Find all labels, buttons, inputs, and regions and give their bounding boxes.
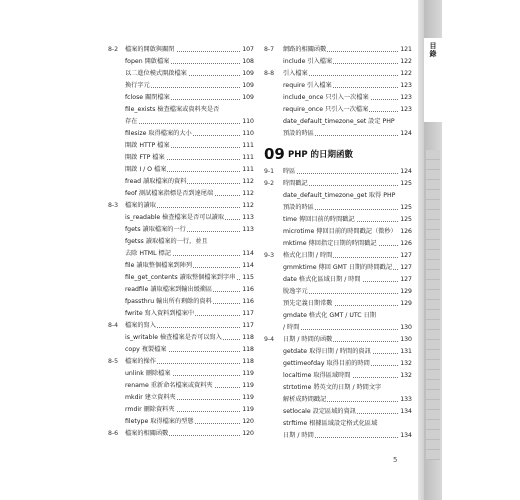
entry-title: 時間戳記	[283, 178, 309, 190]
entry-page-number: 110	[241, 128, 254, 140]
entry-title: include_once 只引入一次檔案	[283, 92, 370, 104]
entry-page-number: 121	[399, 44, 412, 56]
section-number: 8-7	[264, 46, 275, 53]
entry-page-number: 123	[399, 92, 412, 104]
entry-page-number: 132	[399, 358, 412, 370]
entry-page-number: 125	[399, 214, 412, 226]
entry-page-number: 118	[241, 356, 254, 368]
entry-page-number: 113	[241, 212, 254, 224]
entry-page-number: 122	[399, 68, 412, 80]
toc-tab-tail	[424, 62, 442, 122]
chapter-title: PHP 的日期函數	[288, 150, 354, 160]
section-number: 8-8	[264, 70, 275, 77]
toc-entry[interactable]	[108, 260, 254, 272]
entry-title: is_readable 檢查檔案是否可以讀取	[125, 212, 225, 224]
entry-page-number: 126	[399, 226, 412, 238]
entry-title: 格式化日期 / 時間	[283, 250, 333, 262]
toc-entry[interactable]	[264, 56, 412, 68]
entry-title: file_get_contents 讀取整個檔案到字串	[125, 272, 236, 284]
entry-page-number: 119	[241, 392, 254, 404]
toc-entry[interactable]	[108, 332, 254, 344]
entry-page-number: 109	[241, 68, 254, 80]
entry-title: date_default_timezone_get 取得 PHP	[283, 190, 396, 202]
toc-entry[interactable]	[264, 250, 412, 262]
toc-entry[interactable]	[108, 284, 254, 296]
page-edge-ticks	[426, 150, 440, 460]
toc-entry[interactable]	[108, 152, 254, 164]
entry-title: 脫逸字元	[283, 286, 309, 298]
section-number: 9-3	[264, 252, 275, 259]
entry-page-number: 119	[241, 380, 254, 392]
toc-entry[interactable]	[108, 212, 254, 224]
section-number: 9-1	[264, 168, 275, 175]
entry-title: 網路的相關函數	[283, 44, 327, 56]
toc-entry[interactable]	[108, 344, 254, 356]
entry-title: fclose 關閉檔案	[125, 92, 171, 104]
toc-entry[interactable]	[264, 346, 412, 358]
toc-entry[interactable]	[264, 394, 412, 406]
toc-entry[interactable]	[264, 190, 412, 202]
toc-entry[interactable]	[108, 92, 254, 104]
entry-page-number: 130	[399, 334, 412, 346]
entry-page-number: 134	[399, 406, 412, 418]
toc-entry[interactable]	[108, 164, 254, 176]
toc-entry[interactable]	[264, 80, 412, 92]
entry-page-number: 111	[241, 140, 254, 152]
entry-page-number: 120	[241, 428, 254, 440]
toc-left-column	[108, 44, 254, 440]
entry-title: mktime 傳回指定日期的時間戳記	[283, 238, 378, 250]
entry-title: getdate 取得日期 / 時間的資訊	[283, 346, 372, 358]
entry-page-number: 111	[241, 164, 254, 176]
entry-page-number: 112	[241, 176, 254, 188]
toc-entry[interactable]	[264, 298, 412, 310]
entry-title: localtime 取得區域時間	[283, 370, 352, 382]
entry-title: filetype 取得檔案的型態	[125, 416, 195, 428]
entry-page-number: 123	[399, 80, 412, 92]
entry-title: 日期 / 時間	[283, 430, 315, 442]
entry-page-number: 126	[399, 238, 412, 250]
entry-title: mkdir 建立資料夾	[125, 392, 177, 404]
entry-title: 引入檔案	[283, 68, 309, 80]
toc-entry[interactable]	[108, 380, 254, 392]
entry-page-number: 118	[241, 344, 254, 356]
toc-entry[interactable]	[264, 418, 412, 430]
toc-entry[interactable]	[108, 392, 254, 404]
entry-page-number: 113	[241, 224, 254, 236]
entry-title: setlocale 設定區域的資訊	[283, 406, 357, 418]
entry-title: is_writable 檢查檔案是否可以寫入	[125, 332, 223, 344]
entry-title: fgetss 讀取檔案的一行，並且	[125, 236, 209, 248]
entry-title: require 引入檔案	[283, 80, 333, 92]
section-number: 9-4	[264, 336, 275, 343]
entry-title: microtime 傳回目前的時間戳記（微秒）	[283, 226, 398, 238]
toc-entry[interactable]	[264, 104, 412, 116]
entry-page-number: 119	[241, 404, 254, 416]
toc-entry[interactable]	[264, 310, 412, 322]
toc-entry[interactable]	[264, 226, 412, 238]
toc-entry[interactable]	[264, 274, 412, 286]
section-number: 8-2	[108, 46, 119, 53]
section-number: 8-6	[108, 430, 119, 437]
toc-entry[interactable]	[264, 202, 412, 214]
entry-title: 日期 / 時間的函數	[283, 334, 333, 346]
entry-title: file 讀取整個檔案到陣列	[125, 260, 193, 272]
entry-page-number: 108	[241, 56, 254, 68]
entry-page-number: 125	[399, 202, 412, 214]
section-number: 8-4	[108, 322, 119, 329]
toc-entry[interactable]	[108, 236, 254, 248]
entry-title: gmmktime 傳回 GMT 日期的時間戳記	[283, 262, 393, 274]
entry-page-number: 107	[241, 44, 254, 56]
entry-page-number: 127	[399, 250, 412, 262]
entry-title: 開啟 FTP 檔案	[125, 152, 166, 164]
entry-title: date_default_timezone_set 設定 PHP	[283, 116, 396, 128]
chapter-number: 09	[264, 145, 285, 163]
entry-page-number: 111	[241, 152, 254, 164]
entry-page-number: 127	[399, 274, 412, 286]
toc-entry[interactable]	[108, 428, 254, 440]
toc-entry[interactable]	[264, 370, 412, 382]
entry-title: filesize 取得檔案的大小	[125, 128, 193, 140]
toc-entry[interactable]	[264, 116, 412, 128]
entry-title: include 引入檔案	[283, 56, 333, 68]
entry-title: strtotime 將英文的日期 / 時間文字	[283, 382, 382, 394]
entry-page-number: 124	[399, 166, 412, 178]
toc-entry[interactable]	[264, 238, 412, 250]
entry-page-number: 122	[399, 56, 412, 68]
entry-title: 檔案的開啟與關閉	[125, 44, 176, 56]
toc-entry[interactable]	[108, 176, 254, 188]
entry-page-number: 116	[241, 284, 254, 296]
entry-title: strftime 根據區域設定格式化區域	[283, 418, 378, 430]
toc-entry[interactable]	[264, 334, 412, 346]
toc-entry[interactable]	[264, 430, 412, 442]
toc-entry[interactable]	[108, 308, 254, 320]
toc-entry[interactable]	[264, 322, 412, 334]
toc-entry[interactable]	[264, 166, 412, 178]
entry-page-number: 123	[399, 104, 412, 116]
entry-title: rename 重新命名檔案或資料夾	[125, 380, 214, 392]
toc-entry[interactable]	[108, 188, 254, 200]
dot-leader	[283, 173, 398, 174]
toc-entry[interactable]	[264, 92, 412, 104]
entry-title: 時區	[283, 166, 296, 178]
toc-entry[interactable]	[264, 68, 412, 80]
entry-page-number: 115	[241, 272, 254, 284]
section-number: 8-5	[108, 358, 119, 365]
entry-title: 以二進位模式開啟檔案	[125, 68, 188, 80]
toc-entry[interactable]	[108, 80, 254, 92]
toc-entry[interactable]	[264, 382, 412, 394]
entry-title: copy 複製檔案	[125, 344, 168, 356]
entry-title: fpassthru 輸出所有剩餘的資料	[125, 296, 213, 308]
entry-page-number: 129	[399, 286, 412, 298]
entry-title: / 時間	[283, 322, 300, 334]
page-number: 5	[393, 456, 398, 464]
entry-page-number: 127	[399, 262, 412, 274]
toc-tab[interactable]: 目錄	[424, 38, 442, 62]
entry-title: rmdir 刪除資料夾	[125, 404, 176, 416]
entry-title: 檔案的相關函數	[125, 428, 169, 440]
entry-page-number: 130	[399, 322, 412, 334]
entry-page-number: 112	[241, 188, 254, 200]
toc-entry[interactable]	[108, 368, 254, 380]
toc-entry[interactable]	[108, 200, 254, 212]
toc-entry[interactable]	[264, 406, 412, 418]
toc-entry[interactable]	[108, 56, 254, 68]
entry-page-number: 134	[399, 430, 412, 442]
toc-entry[interactable]	[264, 286, 412, 298]
entry-page-number: 125	[399, 178, 412, 190]
entry-title: 預設的時區	[283, 202, 315, 214]
toc-entry[interactable]	[108, 416, 254, 428]
entry-page-number: 114	[241, 248, 254, 260]
entry-page-number: 114	[241, 260, 254, 272]
entry-page-number: 118	[241, 332, 254, 344]
entry-title: 開啟 HTTP 檔案	[125, 140, 171, 152]
toc-entry[interactable]	[264, 178, 412, 190]
entry-title: time 傳回目前的時間戳記	[283, 214, 356, 226]
entry-page-number: 119	[241, 368, 254, 380]
toc-entry[interactable]	[264, 262, 412, 274]
entry-title: 預先定義日期常數	[283, 298, 334, 310]
entry-page-number: 116	[241, 296, 254, 308]
toc-entry[interactable]	[108, 140, 254, 152]
entry-title: 檔案的寫入	[125, 320, 157, 332]
toc-entry[interactable]	[264, 214, 412, 226]
entry-title: gettimeofday 取得目前的時間	[283, 358, 371, 370]
dot-leader	[125, 123, 240, 124]
entry-title: 存在	[125, 116, 138, 128]
toc-entry[interactable]	[108, 68, 254, 80]
entry-page-number: 117	[241, 320, 254, 332]
toc-right-column	[264, 44, 412, 442]
toc-entry[interactable]	[108, 128, 254, 140]
entry-title: fread 讀取檔案的資料	[125, 176, 187, 188]
entry-title: 預設的時區	[283, 128, 315, 140]
toc-entry[interactable]	[108, 320, 254, 332]
chapter-heading	[264, 144, 412, 164]
entry-title: 解析成時間戳記	[283, 394, 327, 406]
entry-page-number: 117	[241, 308, 254, 320]
entry-title: file_exists 檢查檔案或資料夾是否	[125, 104, 220, 116]
entry-title: unlink 刪除檔案	[125, 368, 172, 380]
toc-entry[interactable]	[108, 116, 254, 128]
entry-title: readfile 讀取檔案到輸出緩衝區	[125, 284, 213, 296]
section-number: 8-3	[108, 202, 119, 209]
entry-page-number: 109	[241, 92, 254, 104]
toc-entry[interactable]	[108, 248, 254, 260]
entry-page-number: 133	[399, 394, 412, 406]
entry-title: 換行字元	[125, 80, 151, 92]
toc-entry[interactable]	[108, 104, 254, 116]
entry-page-number: 131	[399, 346, 412, 358]
entry-title: 檔案的讀取	[125, 200, 157, 212]
entry-title: require_once 只引入一次檔案	[283, 104, 369, 116]
entry-page-number: 120	[241, 416, 254, 428]
toc-entry[interactable]	[108, 404, 254, 416]
entry-page-number: 132	[399, 370, 412, 382]
entry-page-number: 110	[241, 116, 254, 128]
entry-title: fwrite 寫入資料到檔案中	[125, 308, 195, 320]
entry-page-number: 124	[399, 128, 412, 140]
entry-page-number: 129	[399, 298, 412, 310]
toc-entry[interactable]	[108, 356, 254, 368]
toc-entry[interactable]	[108, 44, 254, 56]
entry-title: fgets 讀取檔案的一行	[125, 224, 187, 236]
toc-entry[interactable]	[108, 224, 254, 236]
entry-title: fopen 開啟檔案	[125, 56, 170, 68]
entry-title: date 格式化區域日期 / 時間	[283, 274, 362, 286]
section-number: 9-2	[264, 180, 275, 187]
entry-page-number: 109	[241, 80, 254, 92]
toc-entry[interactable]	[108, 272, 254, 284]
entry-title: 開啟 I / O 檔案	[125, 164, 167, 176]
entry-title: gmdate 格式化 GMT / UTC 日期	[283, 310, 377, 322]
entry-title: 去除 HTML 標記	[125, 248, 172, 260]
entry-page-number: 112	[241, 200, 254, 212]
toc-entry[interactable]	[264, 44, 412, 56]
toc-entry[interactable]	[264, 128, 412, 140]
entry-title: feof 測試檔案指標是否到達尾端	[125, 188, 214, 200]
toc-entry[interactable]	[264, 358, 412, 370]
toc-entry[interactable]	[108, 296, 254, 308]
entry-title: 檔案的操作	[125, 356, 157, 368]
